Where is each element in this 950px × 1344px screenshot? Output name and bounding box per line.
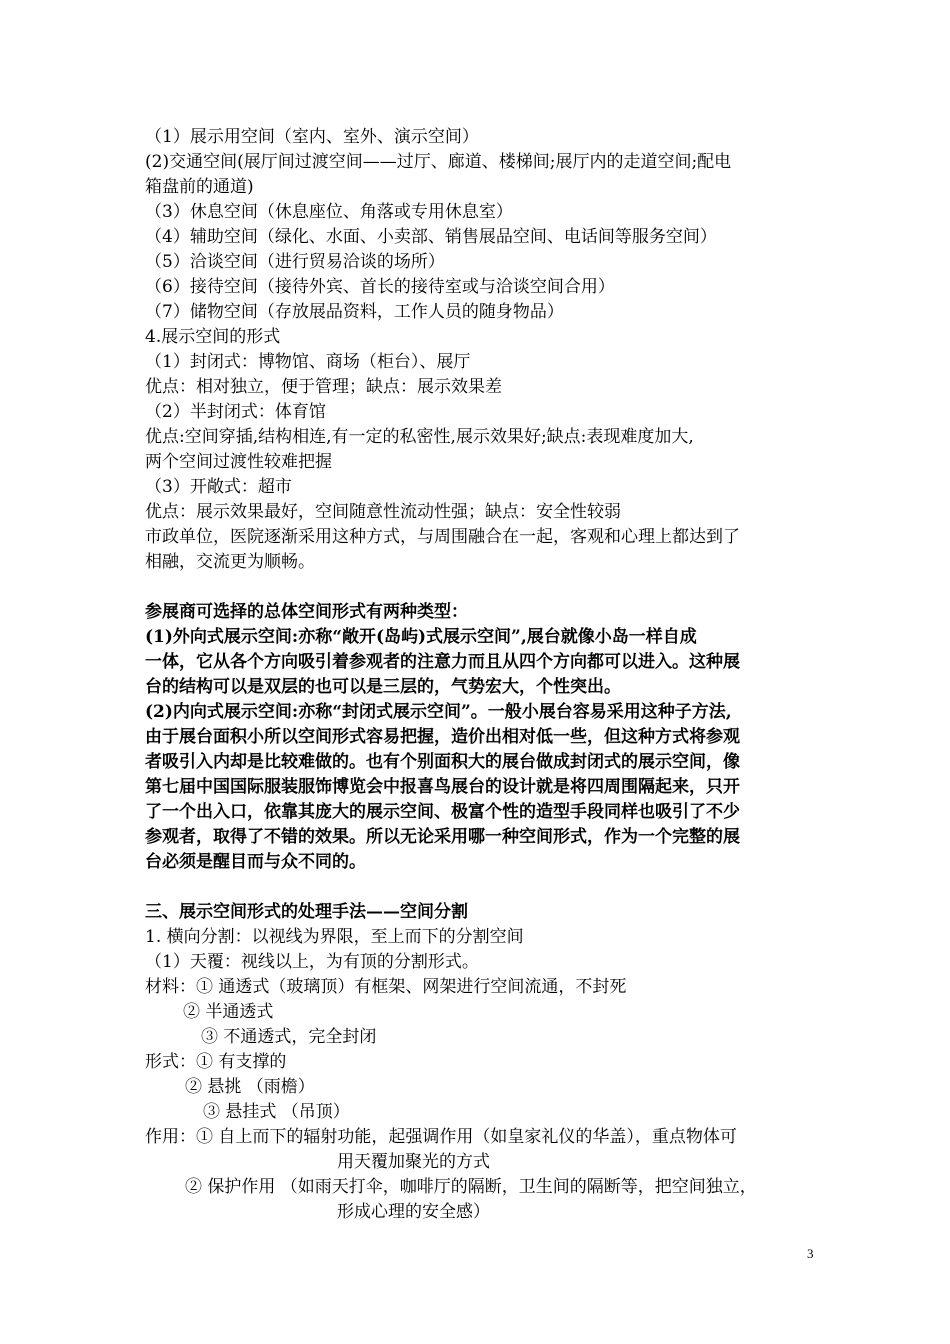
text-line: （2）半封闭式：体育馆: [145, 402, 326, 422]
bold-text-line: 了一个出入口，依靠其庞大的展示空间、极富个性的造型手段同样也吸引了不少: [145, 802, 740, 822]
text-line: 形成心理的安全感）: [337, 1202, 490, 1222]
text-line: （1）展示用空间（室内、室外、演示空间）: [145, 127, 479, 147]
text-line: 优点:空间穿插,结构相连,有一定的私密性,展示效果好;缺点:表现难度加大,: [145, 427, 694, 447]
text-line: 箱盘前的通道): [145, 177, 254, 197]
bold-text-line: 者吸引入内却是比较难做的。也有个别面积大的展台做成封闭式的展示空间，像: [145, 752, 740, 772]
text-line: （7）储物空间（存放展品资料，工作人员的随身物品）: [145, 302, 564, 322]
paragraph-gap: [145, 875, 825, 900]
bold-text-line: 参展商可选择的总体空间形式有两种类型：: [145, 602, 468, 622]
text-line: 相融，交流更为顺畅。: [145, 552, 315, 572]
text-line: （3）休息空间（休息座位、角落或专用休息室）: [145, 202, 513, 222]
bold-text-line: 第七届中国国际服装服饰博览会中报喜鸟展台的设计就是将四周围隔起来，只开: [145, 777, 740, 797]
page-number: 3: [807, 1246, 814, 1261]
text-line: ② 半通透式: [183, 1002, 274, 1022]
text-line: 用天覆加聚光的方式: [337, 1152, 490, 1172]
bold-text-line: 一体，它从各个方向吸引着参观者的注意力而且从四个方向都可以进入。这种展: [145, 652, 740, 672]
text-line: ③ 不通透式，完全封闭: [201, 1027, 377, 1047]
bold-text-line: 由于展台面积小所以空间形式容易把握，造价出相对低一些，但这种方式将参观: [145, 727, 740, 747]
bold-text-line: 参观者，取得了不错的效果。所以无论采用哪一种空间形式，作为一个完整的展: [145, 827, 740, 847]
text-line: 材料：① 通透式（玻璃顶）有框架、网架进行空间流通，不封死: [145, 977, 627, 997]
page-content: [145, 125, 825, 1225]
text-line: （6）接待空间（接待外宾、首长的接待室或与洽谈空间合用）: [145, 277, 615, 297]
text-line: ③ 悬挂式 （吊顶）: [203, 1102, 350, 1122]
text-line: （1）封闭式：博物馆、商场（柜台）、展厅: [145, 352, 471, 372]
text-line: ② 悬挑 （雨檐）: [185, 1077, 315, 1097]
text-line: 市政单位，医院逐渐采用这种方式，与周围融合在一起，客观和心理上都达到了: [145, 527, 740, 547]
text-line: (2)交通空间(展厅间过渡空间——过厅、廊道、楼梯间;展厅内的走道空间;配电: [145, 152, 732, 172]
text-line: （3）开敞式：超市: [145, 477, 292, 497]
text-line: 形式：① 有支撑的: [145, 1052, 287, 1072]
bold-text-line: (1)外向式展示空间:亦称“敞开(岛屿)式展示空间”,展台就像小岛一样自成: [145, 627, 697, 647]
text-line: 1. 横向分割：以视线为界限，至上而下的分割空间: [145, 927, 524, 947]
text-line: （5）洽谈空间（进行贸易洽谈的场所）: [145, 252, 445, 272]
text-line: 作用：① 自上而下的辐射功能，起强调作用（如皇家礼仪的华盖），重点物体可: [145, 1127, 737, 1147]
bold-text-line: 台的结构可以是双层的也可以是三层的，气势宏大，个性突出。: [145, 677, 621, 697]
bold-text-line: (2)内向式展示空间:亦称“封闭式展示空间”。一般小展台容易采用这种子方法,: [145, 702, 732, 722]
section-title: 三、展示空间形式的处理手法——空间分割: [145, 902, 468, 922]
bold-text-line: 台必须是醒目而与众不同的。: [145, 852, 366, 872]
text-line: 优点：相对独立，便于管理；缺点：展示效果差: [145, 377, 502, 397]
paragraph-gap: [145, 575, 825, 600]
text-line: ② 保护作用 （如雨天打伞，咖啡厅的隔断，卫生间的隔断等，把空间独立，: [185, 1177, 757, 1197]
text-line: （1）天覆：视线以上，为有顶的分割形式。: [145, 952, 479, 972]
text-line: 两个空间过渡性较难把握: [145, 452, 332, 472]
section-heading: 4.展示空间的形式: [145, 327, 281, 347]
text-line: （4）辅助空间（绿化、水面、小卖部、销售展品空间、电话间等服务空间）: [145, 227, 717, 247]
text-line: 优点：展示效果最好，空间随意性流动性强；缺点：安全性较弱: [145, 502, 621, 522]
